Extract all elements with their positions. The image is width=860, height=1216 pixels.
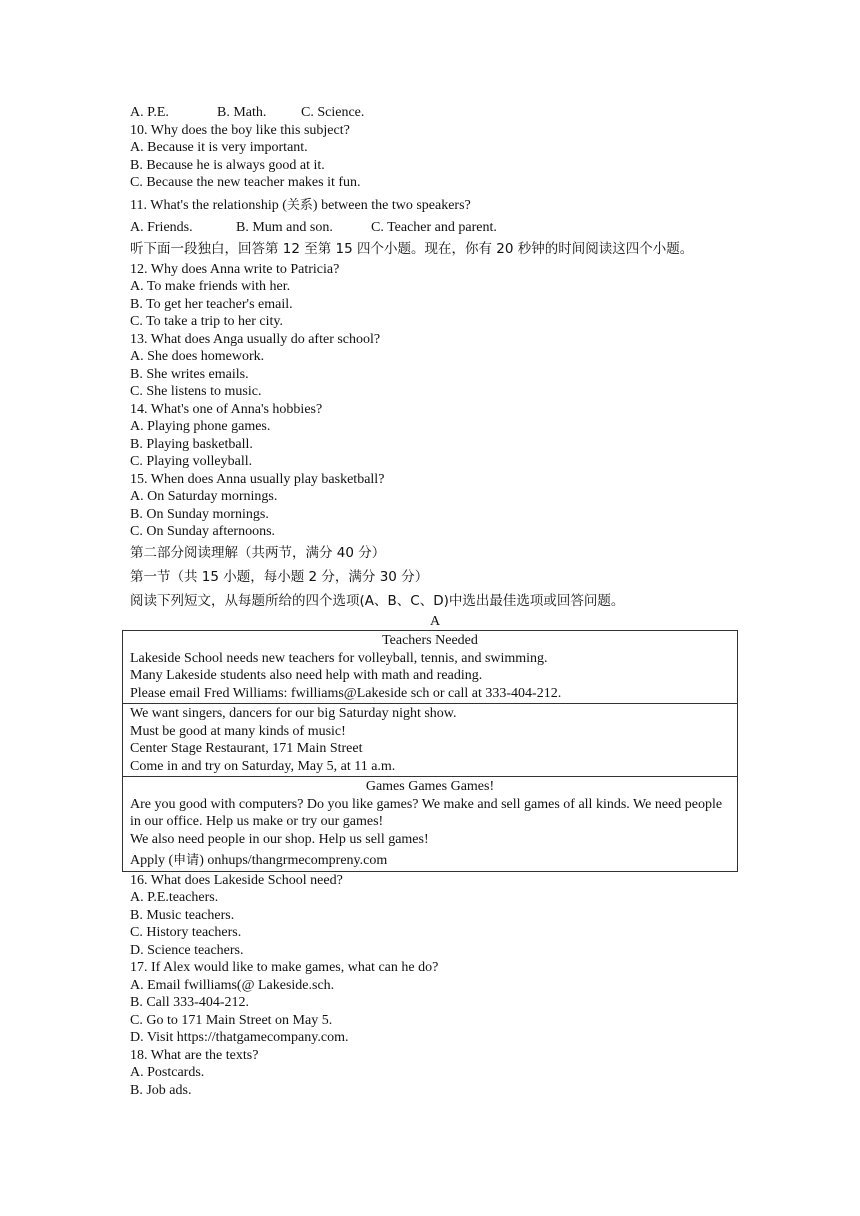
question-17: 17. If Alex would like to make games, what can he do? [130,960,439,975]
option: C. Teacher and parent. [371,220,497,235]
question-14: 14. What's one of Anna's hobbies? [130,401,323,417]
question-12: 12. Why does Anna write to Patricia? [130,261,340,277]
option: B. Mum and son. [236,220,333,235]
ad-teachers-needed [123,631,738,704]
option: D. Science teachers. [130,942,244,958]
question-16: 16. What does Lakeside School need? [130,872,343,888]
question-text: ) between the two speakers? [312,197,471,213]
option: B. Music teachers. [130,907,235,923]
apply-text: ) onhups/thangrmecompreny.com [199,853,388,868]
ad-apply-line [130,852,730,870]
ad-singers-dancers [123,704,738,777]
reading-instruction: 阅读下列短文，从每题所给的四个选项(A、B、C、D)中选出最佳选项或回答问题。 [130,592,625,609]
q11-options [130,219,740,237]
option: C. Playing volleyball. [130,454,253,469]
ad-line: Center Stage Restaurant, 171 Main Street [130,741,363,756]
question-11 [130,197,740,215]
option: A. Email fwilliams(@ Lakeside.sch. [130,977,335,993]
option: C. History teachers. [130,925,242,940]
option: B. Math. [217,105,267,120]
option: B. To get her teacher's email. [130,296,293,312]
option: A. Postcards. [130,1065,205,1080]
option: C. On Sunday afternoons. [130,524,276,539]
ad-line: Must be good at many kinds of music! [130,723,346,739]
option: C. Because the new teacher makes it fun. [130,175,361,190]
job-ads-table [122,630,738,872]
option: A. Playing phone games. [130,419,271,434]
option: B. Call 333-404-212. [130,995,249,1010]
ad-title: Games Games Games! [365,779,495,794]
question-text-zh: 关系 [286,197,313,213]
section1-title: 第一节（共 15 小题，每小题 2 分，满分 30 分） [130,568,429,585]
option: A. P.E. [130,105,169,120]
ad-line: We want singers, dancers for our big Saturday night show. [130,706,457,721]
option: B. Job ads. [130,1082,192,1098]
option: C. Go to 171 Main Street on May 5. [130,1012,333,1028]
option: A. She does homework. [130,349,265,364]
instruction-monologue: 听下面一段独白，回答第 12 至第 15 四个小题。现在，你有 20 秒钟的时间阅读这四个小题。 [130,240,694,257]
option: C. She listens to music. [130,384,262,399]
option: B. She writes emails. [130,366,249,382]
question-15: 15. When does Anna usually play basketball? [130,471,385,487]
question-18: 18. What are the texts? [130,1047,259,1063]
option: A. Because it is very important. [130,140,308,155]
exam-page [130,104,740,1099]
question-13: 13. What does Anga usually do after school? [130,331,381,347]
apply-text: Apply ( [130,853,174,868]
ad-games [123,777,738,872]
ad-line: Lakeside School needs new teachers for volleyball, tennis, and swimming. [130,650,548,666]
option: A. On Saturday mornings. [130,489,278,504]
q9-options [130,104,740,122]
part2-title: 第二部分阅读理解（共两节，满分 40 分） [130,544,386,561]
option: C. Science. [301,105,365,120]
option: C. To take a trip to her city. [130,314,283,329]
option: D. Visit https://thatgamecompany.com. [130,1030,349,1045]
ad-line: Many Lakeside students also need help with math and reading. [130,668,483,683]
option: A. To make friends with her. [130,279,291,294]
passage-label: A [429,613,441,629]
option: B. Because he is always good at it. [130,157,325,173]
option: A. P.E.teachers. [130,890,219,905]
ad-line: Come in and try on Saturday, May 5, at 11 a.m. [130,758,396,774]
ad-title: Teachers Needed [382,633,478,648]
ad-line: Please email Fred Williams: fwilliams@Lakeside sch or call at 333-404-212. [130,685,562,701]
question-10: 10. Why does the boy like this subject? [130,122,350,138]
apply-text-zh: 申请 [173,853,200,868]
question-text: 11. What's the relationship ( [130,197,287,213]
ad-line: We also need people in our shop. Help us sell games! [130,831,429,847]
option: A. Friends. [130,220,193,235]
option: B. Playing basketball. [130,436,253,452]
ad-body: Are you good with computers? Do you like games? We make and sell games of all kinds. We need people in our office. Help us make or try our games! [130,796,723,829]
option: B. On Sunday mornings. [130,506,269,522]
